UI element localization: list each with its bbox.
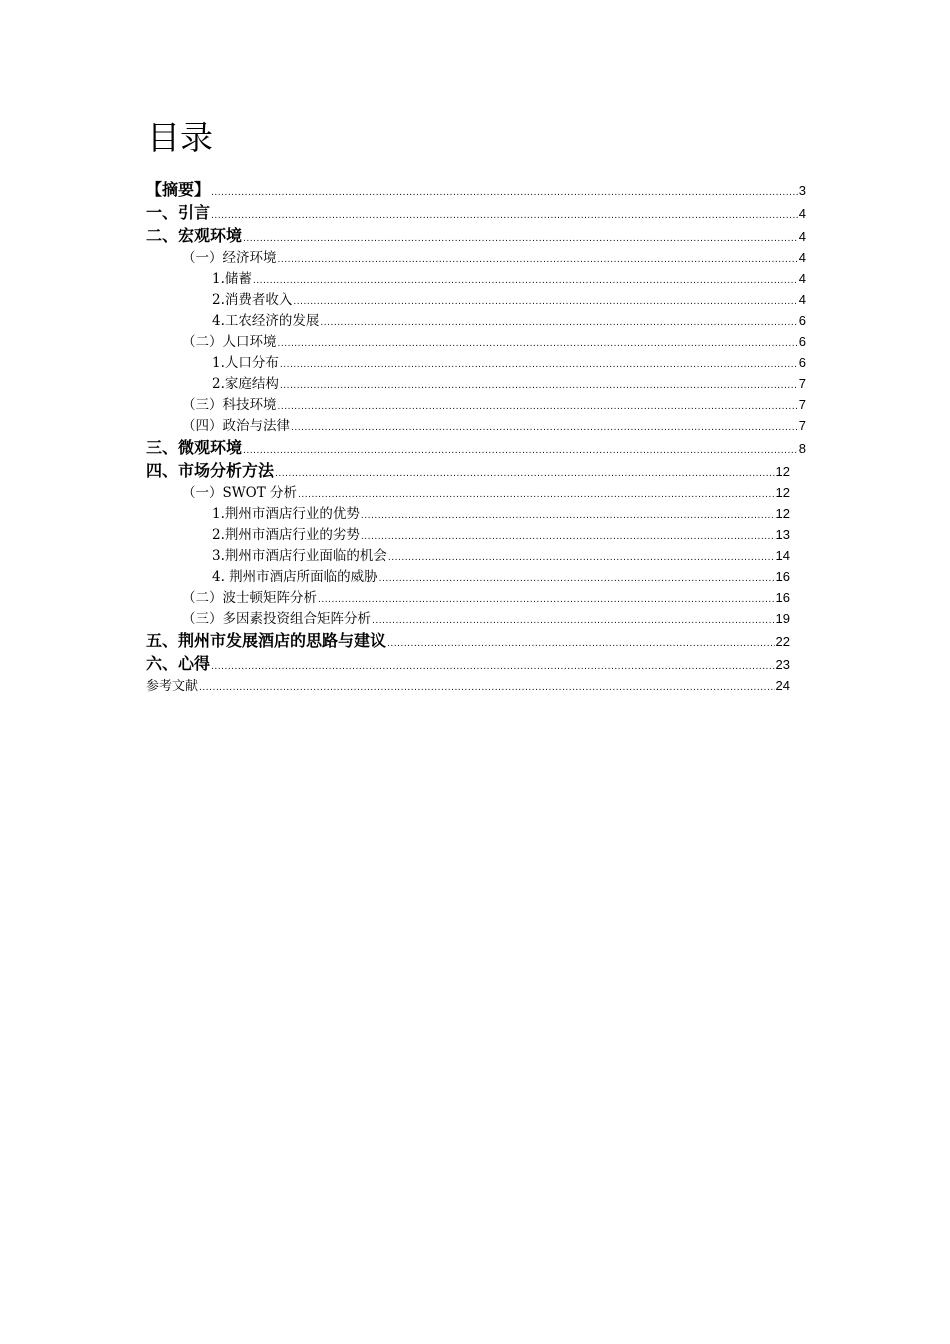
dot-leader — [298, 485, 775, 506]
toc-page-number: 19 — [775, 611, 790, 626]
toc-entry-label: （一）经济环境 — [182, 250, 277, 266]
toc-entry-population-environment[interactable] — [146, 331, 806, 352]
dot-leader — [275, 463, 775, 486]
dot-leader — [199, 678, 775, 699]
toc-entry-threats[interactable] — [146, 566, 806, 587]
dot-leader — [361, 506, 775, 527]
dot-leader — [318, 590, 775, 611]
dot-leader — [372, 611, 775, 632]
toc-entry-suggestions[interactable] — [146, 629, 806, 652]
dot-leader — [320, 313, 797, 334]
toc-entry-market-analysis[interactable] — [146, 459, 806, 482]
toc-page-number: 7 — [798, 397, 806, 412]
toc-entry-label: 1.人口分布 — [212, 355, 279, 371]
toc-entry-label: 2.荆州市酒店行业的劣势 — [212, 527, 360, 543]
dot-leader — [243, 440, 798, 463]
toc-page-number: 12 — [775, 464, 790, 479]
toc-entry-abstract[interactable] — [146, 178, 806, 201]
toc-entry-savings[interactable] — [146, 268, 806, 289]
toc-entry-opportunities[interactable] — [146, 545, 806, 566]
toc-page-number: 23 — [775, 657, 790, 672]
dot-leader — [211, 205, 798, 228]
dot-leader — [280, 376, 798, 397]
toc-entry-industry-agriculture[interactable] — [146, 310, 806, 331]
toc-page-number: 6 — [798, 334, 806, 349]
toc-entry-label: 2.消费者收入 — [212, 292, 293, 308]
toc-entry-label: （三）科技环境 — [182, 397, 277, 413]
toc-entry-label: 1.储蓄 — [212, 271, 252, 287]
toc-entry-technology-environment[interactable] — [146, 394, 806, 415]
toc-entry-label: 参考文献 — [146, 679, 199, 694]
toc-page-number: 4 — [798, 271, 806, 286]
toc-entry-introduction[interactable] — [146, 201, 806, 224]
dot-leader — [291, 418, 798, 439]
table-of-contents — [146, 178, 806, 696]
toc-entry-reflections[interactable] — [146, 652, 806, 675]
toc-entry-micro-environment[interactable] — [146, 436, 806, 459]
toc-page-number: 4 — [798, 250, 806, 265]
toc-page-number: 8 — [798, 441, 806, 456]
dot-leader — [278, 397, 798, 418]
dot-leader — [293, 292, 797, 313]
toc-entry-consumer-income[interactable] — [146, 289, 806, 310]
dot-leader — [243, 228, 798, 251]
toc-entry-multifactor-matrix[interactable] — [146, 608, 806, 629]
toc-entry-label: 3.荆州市酒店行业面临的机会 — [212, 548, 387, 564]
toc-entry-label: （一）SWOT 分析 — [182, 485, 297, 501]
page-title: 目录 — [147, 118, 213, 157]
toc-page-number: 22 — [775, 634, 790, 649]
toc-page-number: 3 — [798, 183, 806, 198]
toc-page-number: 14 — [775, 548, 790, 563]
toc-entry-label: 六、心得 — [146, 654, 211, 673]
toc-page-number: 24 — [775, 678, 790, 693]
toc-entry-label: 四、市场分析方法 — [146, 461, 275, 480]
toc-entry-weaknesses[interactable] — [146, 524, 806, 545]
dot-leader — [379, 569, 775, 590]
dot-leader — [211, 182, 798, 205]
toc-page-number: 4 — [798, 229, 806, 244]
toc-entry-boston-matrix[interactable] — [146, 587, 806, 608]
dot-leader — [278, 334, 798, 355]
toc-entry-family-structure[interactable] — [146, 373, 806, 394]
toc-entry-label: （二）波士顿矩阵分析 — [182, 590, 317, 606]
toc-entry-label: 4. 荆州市酒店所面临的威胁 — [212, 569, 378, 585]
toc-entry-label: 五、荆州市发展酒店的思路与建议 — [146, 631, 387, 650]
toc-entry-label: 1.荆州市酒店行业的优势 — [212, 506, 360, 522]
toc-page-number: 6 — [798, 313, 806, 328]
toc-page-number: 7 — [798, 418, 806, 433]
dot-leader — [280, 355, 798, 376]
toc-entry-population-distribution[interactable] — [146, 352, 806, 373]
toc-entry-swot[interactable] — [146, 482, 806, 503]
toc-page-number: 12 — [775, 485, 790, 500]
toc-entry-label: 【摘要】 — [146, 180, 211, 199]
toc-page-number: 7 — [798, 376, 806, 391]
toc-page-number: 6 — [798, 355, 806, 370]
dot-leader — [387, 633, 775, 656]
toc-entry-label: 一、引言 — [146, 203, 211, 222]
dot-leader — [211, 656, 775, 679]
toc-entry-label: （四）政治与法律 — [182, 418, 290, 434]
toc-entry-macro-environment[interactable] — [146, 224, 806, 247]
dot-leader — [361, 527, 775, 548]
toc-page-number: 16 — [775, 569, 790, 584]
toc-entry-label: 三、微观环境 — [146, 438, 243, 457]
toc-entry-references[interactable] — [146, 675, 806, 696]
toc-entry-label: 2.家庭结构 — [212, 376, 279, 392]
toc-page-number: 16 — [775, 590, 790, 605]
toc-entry-label: （二）人口环境 — [182, 334, 277, 350]
dot-leader — [388, 548, 775, 569]
toc-page-number: 13 — [775, 527, 790, 542]
toc-page-number: 4 — [798, 292, 806, 307]
dot-leader — [278, 250, 798, 271]
toc-page-number: 4 — [798, 206, 806, 221]
toc-entry-politics-law[interactable] — [146, 415, 806, 436]
toc-entry-strengths[interactable] — [146, 503, 806, 524]
toc-entry-economic-environment[interactable] — [146, 247, 806, 268]
toc-entry-label: （三）多因素投资组合矩阵分析 — [182, 611, 371, 627]
toc-page-number: 12 — [775, 506, 790, 521]
toc-entry-label: 4.工农经济的发展 — [212, 313, 320, 329]
dot-leader — [253, 271, 798, 292]
toc-entry-label: 二、宏观环境 — [146, 226, 243, 245]
